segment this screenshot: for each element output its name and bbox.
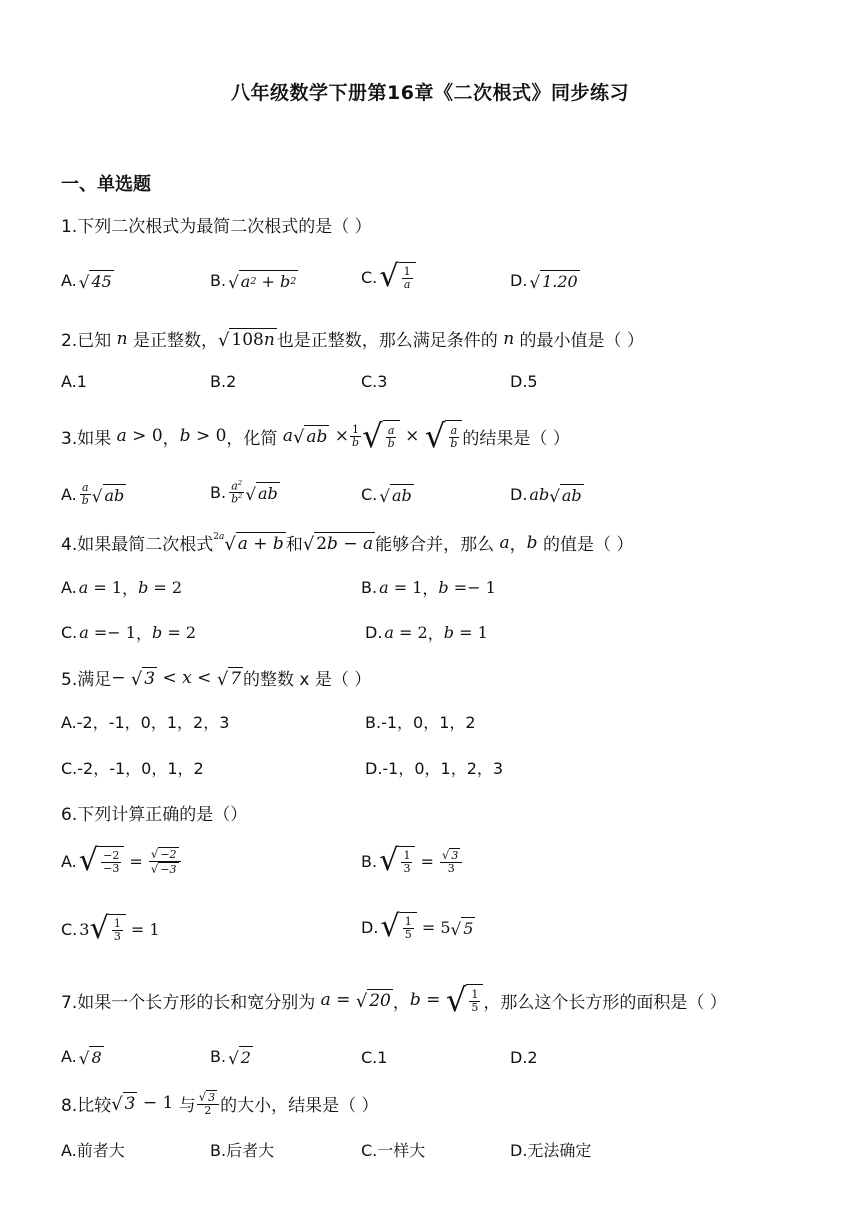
question-8: 8.比较 √ 3 − 1 与 √ 3 2 的大小，结果是（ ） bbox=[61, 1090, 379, 1117]
q3-option-d[interactable]: D. ab √ ab bbox=[510, 485, 582, 507]
q2-option-b[interactable]: B.2 bbox=[210, 372, 237, 391]
q1-option-a[interactable]: A. √ 45 bbox=[61, 271, 112, 293]
q7-option-b[interactable]: B. √ 2 bbox=[210, 1047, 251, 1069]
q2-option-a[interactable]: A.1 bbox=[61, 372, 87, 391]
q8-option-b[interactable]: B.后者大 bbox=[210, 1141, 275, 1160]
q1-option-b[interactable]: B. √ a 2 + b 2 bbox=[210, 271, 297, 293]
page-title: 八年级数学下册第16章《二次根式》同步练习 bbox=[231, 82, 629, 104]
question-4: 4.如果最简二次根式 2a √ a + b 和 √ 2 b − a 能够合并，那么 a ， b 的值是（ ） bbox=[61, 532, 634, 555]
q3-option-c[interactable]: C. √ ab bbox=[361, 485, 412, 507]
question-2: 2.已知 n 是正整数， √ 108 n 也是正整数，那么满足条件的 n 的最小值是（ ） bbox=[61, 328, 644, 351]
q2-option-c[interactable]: C.3 bbox=[361, 372, 388, 391]
section-heading: 一、单选题 bbox=[61, 174, 151, 195]
q4-option-c[interactable]: C. a =− 1 ， b = 2 bbox=[61, 623, 197, 643]
question-7: 7.如果一个长方形的长和宽分别为 a = √ 20 ， b = √ $\frac{1}{5}$ ，那么这个长方形的面积是（ ） bbox=[61, 981, 727, 1019]
math-expression: √ 45 bbox=[78, 272, 112, 293]
q7-option-d[interactable]: D.2 bbox=[510, 1048, 538, 1067]
q7-option-c[interactable]: C.1 bbox=[361, 1048, 388, 1067]
q8-option-a[interactable]: A.前者大 bbox=[61, 1141, 125, 1160]
q1-option-d[interactable]: D. √ 1.20 bbox=[510, 271, 578, 293]
q5-option-d[interactable]: D.-1，0，1，2，3 bbox=[365, 759, 504, 778]
q4-option-a[interactable]: A. a = 1 ， b = 2 bbox=[61, 578, 183, 598]
q6-option-b[interactable]: B. √ $\frac{1}{3}$ = √ 3 3 bbox=[361, 846, 463, 876]
q6-option-a[interactable]: A. √ $\frac{-2}{-3}$ = √ −2 √ −3 bbox=[61, 846, 182, 876]
math-expression: √ a 2 + b 2 bbox=[228, 272, 297, 293]
q4-option-d[interactable]: D. a = 2 ， b = 1 bbox=[365, 623, 488, 643]
q2-option-d[interactable]: D.5 bbox=[510, 372, 538, 391]
q6-option-c[interactable]: C. 3 √ $\frac{1}{3}$ = 1 bbox=[61, 911, 160, 946]
q5-option-c[interactable]: C.-2，-1，0，1，2 bbox=[61, 759, 204, 778]
q7-option-a[interactable]: A. √ 8 bbox=[61, 1047, 102, 1069]
question-5: 5.满足 − √ 3 < x < √ 7 的整数 x 是（ ） bbox=[61, 667, 372, 690]
q3-option-b[interactable]: B. $\frac{a^2}{b^2}$ √ ab bbox=[210, 479, 278, 506]
q1-option-c[interactable]: C. √ $\frac{1}{a}$ bbox=[361, 262, 416, 292]
q8-option-d[interactable]: D.无法确定 bbox=[510, 1141, 592, 1160]
question-6: 6.下列计算正确的是（） bbox=[61, 805, 248, 825]
math-expression: √ 1.20 bbox=[529, 272, 578, 293]
q6-option-d[interactable]: D. √ $\frac{1}{5}$ = 5 √ 5 bbox=[361, 909, 474, 944]
q8-option-c[interactable]: C.一样大 bbox=[361, 1141, 426, 1160]
math-expression: √ $\frac{1}{a}$ bbox=[379, 262, 415, 292]
q5-option-a[interactable]: A.-2，-1，0，1，2，3 bbox=[61, 713, 230, 732]
q3-option-a[interactable]: A. $\frac{a}{b}$ √ ab bbox=[61, 481, 125, 507]
question-1: 1.下列二次根式为最简二次根式的是（ ） bbox=[61, 217, 372, 237]
question-3: 3.如果 a > 0 ， b > 0 ，化简 a √ ab × $\frac{1}{b}$ √ $\frac{a}{b}$ × √ $\frac{a}{b}$ 的结果是（ ） bbox=[61, 417, 570, 455]
q4-option-b[interactable]: B. a = 1 ， b =− 1 bbox=[361, 578, 496, 598]
q5-option-b[interactable]: B.-1，0，1，2 bbox=[365, 713, 476, 732]
